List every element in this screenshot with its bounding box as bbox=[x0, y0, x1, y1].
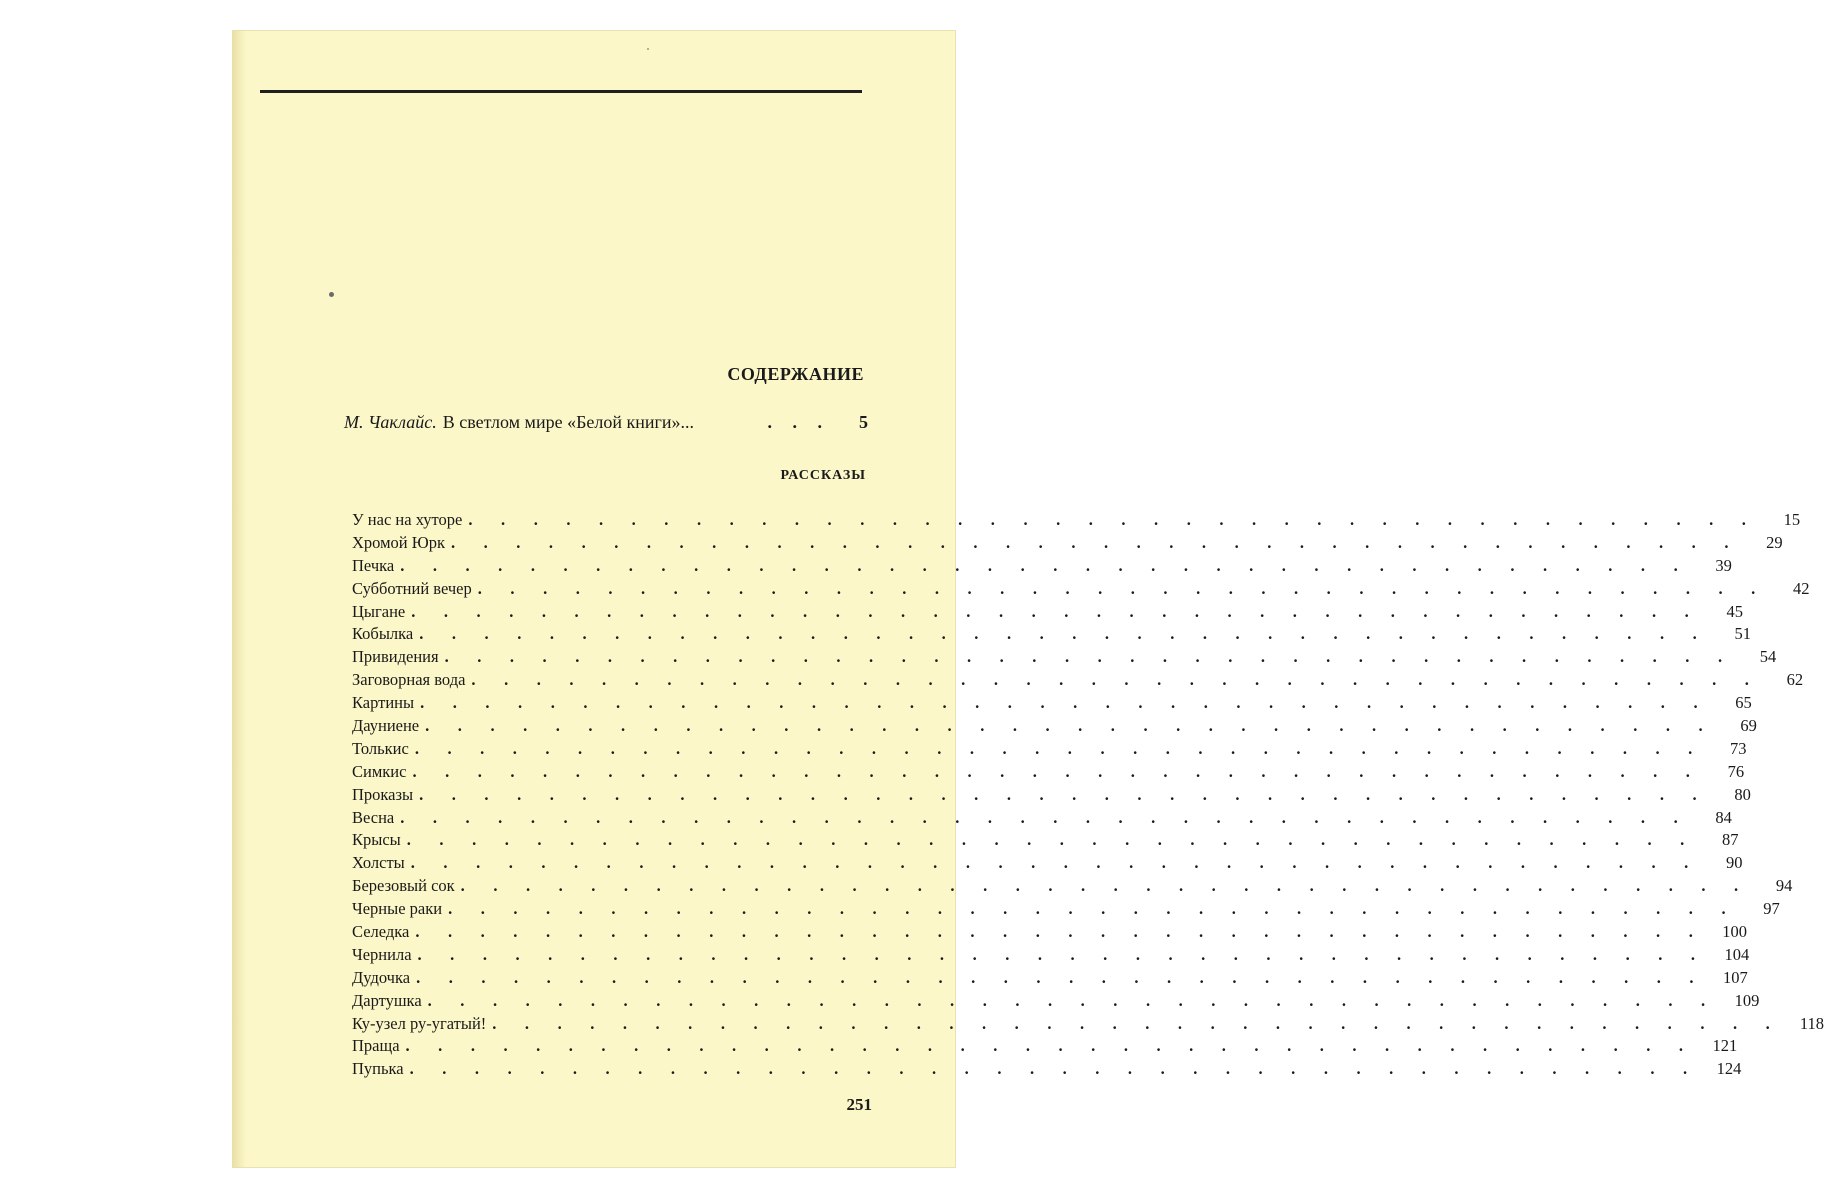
toc-entry-page-number: 104 bbox=[1724, 944, 1750, 964]
toc-entry bbox=[352, 693, 1752, 716]
dot-leader: . . . . . . . . . . . . . . . . . . . . . . . . . . . . . . . . . . . . . . . . bbox=[425, 716, 1715, 736]
toc-entry-title: Проказы bbox=[352, 784, 414, 804]
toc-entry-title: Весна bbox=[352, 807, 395, 827]
dot-leader: . . . . . . . . . . . . . . . . . . . . . . . . . . . . . . . . . . . . . . . . bbox=[417, 944, 1708, 964]
toc-entry bbox=[352, 601, 1743, 625]
toc-entry-page-number: 65 bbox=[1735, 693, 1752, 713]
section-heading: РАССКАЗЫ bbox=[780, 468, 866, 483]
dot-leader: . . . . . . . . . . . . . . . . . . . . . . . . . . . . . . . . . . . . . . . . bbox=[405, 1036, 1696, 1056]
dot-leader: . . . . . . . . . . . . . . . . . . . . . . . . . . . . . . . . . . . . . . . . bbox=[420, 693, 1710, 713]
toc-entry-title: Симкис bbox=[352, 761, 407, 781]
toc-entry bbox=[352, 784, 1751, 808]
toc-entry-title: Черные раки bbox=[352, 899, 443, 919]
toc-entry-title: Дартушка bbox=[352, 990, 422, 1010]
toc-entry bbox=[352, 1013, 1824, 1037]
intro-work-title: В светлом мире «Белой книги»... bbox=[442, 412, 695, 432]
dot-leader: . . . . . . . . . . . . . . . . . . . . . . . . . . . . . . . . . . . . . . . . bbox=[406, 830, 1697, 850]
toc-entry-page-number: 90 bbox=[1725, 853, 1743, 873]
toc-entry-title: Дауниене bbox=[352, 716, 420, 736]
toc-entry bbox=[352, 830, 1739, 853]
contents-title: СОДЕРЖАНИЕ bbox=[727, 364, 864, 384]
toc-entry-page-number: 42 bbox=[1792, 578, 1810, 598]
toc-entry bbox=[352, 922, 1748, 945]
toc-entry-page-number: 109 bbox=[1734, 990, 1760, 1010]
toc-entry-page-number: 39 bbox=[1715, 555, 1732, 575]
dot-leader: . . . . . . . . . . . . . . . . . . . . . . . . . . . . . . . . . . . . . . . . bbox=[415, 922, 1706, 942]
toc-list bbox=[352, 510, 1824, 1082]
dot-leader: . . . bbox=[767, 412, 830, 432]
toc-entry-page-number: 97 bbox=[1763, 899, 1780, 919]
paper-speck bbox=[647, 48, 649, 50]
page-folio: 251 bbox=[846, 1095, 872, 1114]
toc-entry-page-number: 29 bbox=[1766, 532, 1783, 552]
toc-entry-title: Березовый сок bbox=[352, 876, 455, 896]
dot-leader: . . . . . . . . . . . . . . . . . . . . . . . . . . . . . . . . . . . . . . . . bbox=[416, 967, 1706, 987]
toc-entry-title: Селедка bbox=[352, 922, 410, 942]
toc-entry-page-number: 121 bbox=[1712, 1036, 1738, 1056]
toc-entry-title: Субботний вечер bbox=[352, 578, 472, 598]
intro-page-number: 5 bbox=[859, 412, 868, 432]
intro-entry bbox=[344, 412, 868, 433]
toc-entry-title: Привидения bbox=[352, 647, 439, 667]
toc-entry-title: Дудочка bbox=[352, 967, 411, 987]
toc-entry bbox=[352, 853, 1743, 876]
toc-entry-title: Хромой Юрк bbox=[352, 532, 445, 552]
dot-leader: . . . . . . . . . . . . . . . . . . . . . . . . . . . . . . . . . . . . . . . . bbox=[492, 1013, 1782, 1033]
toc-entry bbox=[352, 1036, 1738, 1059]
toc-entry-title: Ку-узел ру-угатый! bbox=[352, 1013, 487, 1033]
toc-entry bbox=[352, 670, 1804, 693]
toc-entry-title: У нас на хуторе bbox=[352, 510, 463, 529]
toc-entry bbox=[352, 899, 1780, 922]
toc-entry-title: Холсты bbox=[352, 853, 405, 873]
toc-entry bbox=[352, 967, 1748, 991]
toc-entry-title: Картины bbox=[352, 693, 415, 713]
toc-entry-title: Заговорная вода bbox=[352, 670, 466, 690]
toc-entry-page-number: 76 bbox=[1727, 761, 1745, 781]
toc-entry bbox=[352, 738, 1747, 762]
toc-entry-page-number: 87 bbox=[1721, 830, 1739, 850]
toc-entry-page-number: 80 bbox=[1734, 784, 1751, 804]
top-rule bbox=[260, 90, 862, 93]
toc-entry-page-number: 100 bbox=[1722, 922, 1748, 942]
dot-leader: . . . . . . . . . . . . . . . . . . . . . . . . . . . . . . . . . . . . . . . . bbox=[450, 532, 1741, 552]
toc-entry-page-number: 54 bbox=[1759, 647, 1777, 667]
toc-entry-page-number: 124 bbox=[1716, 1059, 1742, 1079]
dot-leader: . . . . . . . . . . . . . . . . . . . . . . . . . . . . . . . . . . . . . . . . bbox=[414, 738, 1705, 758]
dot-leader: . . . . . . . . . . . . . . . . . . . . . . . . . . . . . . . . . . . . . . . . bbox=[477, 578, 1768, 598]
toc-entry bbox=[352, 1059, 1742, 1082]
toc-entry-page-number: 51 bbox=[1734, 624, 1751, 644]
dot-leader: . . . . . . . . . . . . . . . . . . . . . . . . . . . . . . . . . . . . . . . . bbox=[419, 624, 1709, 644]
toc-entry-title: Пупька bbox=[352, 1059, 404, 1079]
toc-entry-title: Цыгане bbox=[352, 601, 406, 621]
toc-entry-title: Чернила bbox=[352, 944, 412, 964]
toc-entry-title: Печка bbox=[352, 555, 395, 575]
toc-entry bbox=[352, 716, 1757, 739]
dot-leader: . . . . . . . . . . . . . . . . . . . . . . . . . . . . . . . . . . . . . . . . bbox=[444, 647, 1735, 667]
toc-entry bbox=[352, 532, 1783, 556]
toc-entry bbox=[352, 807, 1732, 831]
dot-leader: . . . . . . . . . . . . . . . . . . . . . . . . . . . . . . . . . . . . . . . . bbox=[471, 670, 1762, 690]
toc-entry-title: Толькис bbox=[352, 738, 409, 758]
dot-leader: . . . . . . . . . . . . . . . . . . . . . . . . . . . . . . . . . . . . . . . . bbox=[400, 807, 1690, 827]
toc-entry-title: Крысы bbox=[352, 830, 401, 850]
toc-entry-page-number: 94 bbox=[1775, 876, 1793, 896]
dot-leader: . . . . . . . . . . . . . . . . . . . . . . . . . . . . . . . . . . . . . . . . bbox=[400, 555, 1690, 575]
toc-entry bbox=[352, 624, 1751, 647]
toc-entry bbox=[352, 555, 1732, 579]
toc-entry-page-number: 62 bbox=[1786, 670, 1804, 690]
dot-leader: . . . . . . . . . . . . . . . . . . . . . . . . . . . . . . . . . . . . . . . . bbox=[448, 899, 1738, 919]
toc-entry bbox=[352, 647, 1777, 670]
book-page bbox=[232, 30, 1824, 1168]
toc-entry bbox=[352, 510, 1801, 533]
dot-leader: . . . . . . . . . . . . . . . . . . . . . . . . . . . . . . . . . . . . . . . . bbox=[427, 990, 1718, 1010]
toc-entry-page-number: 84 bbox=[1715, 807, 1732, 827]
dot-leader: . . . . . . . . . . . . . . . . . . . . . . . . . . . . . . . . . . . . . . . . bbox=[468, 510, 1759, 529]
toc-entry bbox=[352, 944, 1750, 968]
toc-entry bbox=[352, 876, 1793, 899]
dot-leader: . . . . . . . . . . . . . . . . . . . . . . . . . . . . . . . . . . . . . . . . bbox=[410, 853, 1701, 873]
toc-entry-page-number: 15 bbox=[1783, 510, 1801, 529]
toc-entry-page-number: 73 bbox=[1730, 738, 1747, 758]
toc-entry bbox=[352, 761, 1745, 785]
dot-leader: . . . . . . . . . . . . . . . . . . . . . . . . . . . . . . . . . . . . . . . . bbox=[409, 1059, 1700, 1079]
toc-entry-title: Праща bbox=[352, 1036, 400, 1056]
dot-leader: . . . . . . . . . . . . . . . . . . . . . . . . . . . . . . . . . . . . . . . . bbox=[411, 601, 1701, 621]
toc-entry bbox=[352, 578, 1810, 602]
paper-speck bbox=[329, 292, 334, 297]
dot-leader: . . . . . . . . . . . . . . . . . . . . . . . . . . . . . . . . . . . . . . . . bbox=[412, 761, 1703, 781]
toc-entry-page-number: 107 bbox=[1723, 967, 1748, 987]
toc-entry-page-number: 118 bbox=[1799, 1013, 1824, 1033]
toc-entry bbox=[352, 990, 1760, 1014]
dot-leader: . . . . . . . . . . . . . . . . . . . . . . . . . . . . . . . . . . . . . . . . bbox=[460, 876, 1751, 896]
dot-leader: . . . . . . . . . . . . . . . . . . . . . . . . . . . . . . . . . . . . . . . . bbox=[419, 784, 1709, 804]
toc-entry-title: Кобылка bbox=[352, 624, 414, 644]
intro-author: М. Чаклайс. bbox=[344, 412, 437, 432]
toc-entry-page-number: 45 bbox=[1726, 601, 1743, 621]
toc-entry-page-number: 69 bbox=[1740, 716, 1757, 736]
